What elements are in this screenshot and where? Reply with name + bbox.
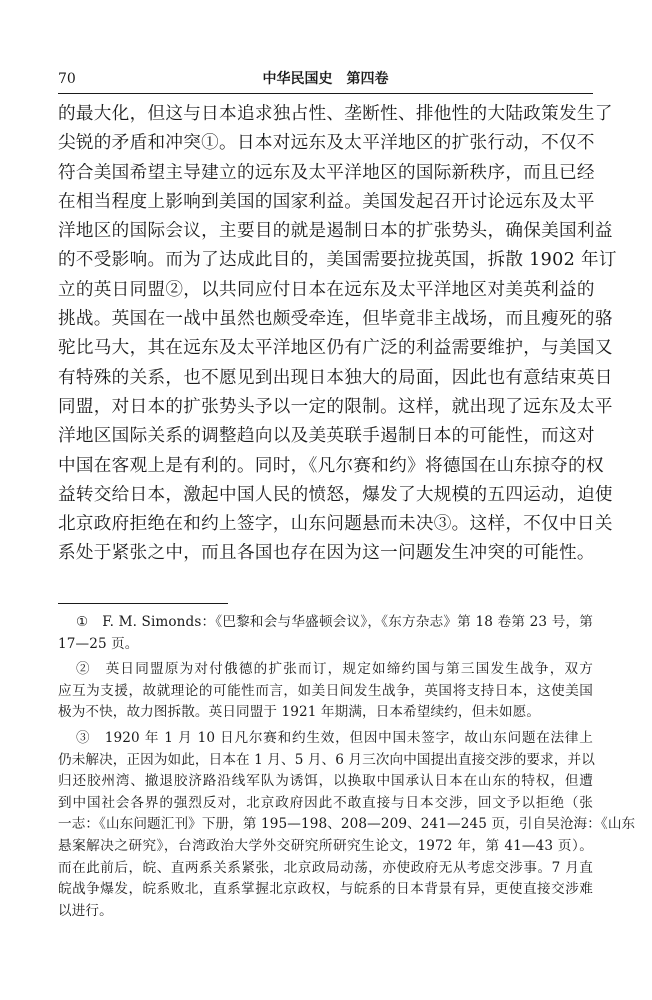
footnotes	[58, 612, 636, 926]
body-line: 驼比马大，其在远东及太平洋地区仍有广泛的利益需要维护，与美国又	[58, 338, 613, 359]
body-line: 在相当程度上影响到美国的国家利益。美国发起召开讨论远东及太平	[58, 191, 595, 212]
body-line: 北京政府拒绝在和约上签字，山东问题悬而未决③。这样，不仅中日关	[58, 514, 613, 535]
footnote	[58, 659, 593, 724]
body-text	[58, 100, 617, 569]
body-line: 益转交给日本，激起中国人民的愤怒，爆发了大规模的五四运动，迫使	[58, 484, 613, 505]
body-line: 同盟，对日本的扩张势头予以一定的限制。这样，就出现了远东及太平	[58, 396, 613, 417]
footnote	[58, 612, 593, 655]
footnote-line: 皖战争爆发，皖系败北，直系掌握北京政权，与皖系的日本背景有异，更使直接交涉难	[58, 881, 593, 898]
footnote-line: ② 英日同盟原为对付俄德的扩张而订，规定如缔约国与第三国发生战争，双方	[76, 661, 593, 678]
body-line: 尖锐的矛盾和冲突①。日本对远东及太平洋地区的扩张行动，不仅不	[58, 133, 595, 154]
body-line: 挑战。英国在一战中虽然也颇受牵连，但毕竟非主战场，而且瘦死的骆	[58, 309, 613, 330]
body-line: 的不受影响。而为了达成此目的，美国需要拉拢英国，拆散 1902 年订	[58, 250, 617, 271]
body-line: 系处于紧张之中，而且各国也存在因为这一问题发生冲突的可能性。	[58, 543, 595, 564]
page-number: 70	[58, 71, 76, 87]
body-line: 洋地区的国际会议，主要目的就是遏制日本的扩张势头，确保美国利益	[58, 221, 613, 242]
footnote-line: ① F. M. Simonds：《巴黎和会与华盛顿会议》，《东方杂志》第 18 卷第 23 号，第	[76, 614, 593, 630]
body-line: 立的英日同盟②，以共同应付日本在远东及太平洋地区对美英利益的	[58, 279, 595, 300]
footnote-line: 到中国社会各界的强烈反对，北京政府因此不敢直接与日本交涉，回文予以拒绝（张	[58, 794, 593, 811]
footnote-line: 一志：《山东问题汇刊》下册，第 195—198、208—209、241—245 页，引自吴沧海：《山东	[58, 816, 636, 833]
footnote-separator	[58, 603, 228, 604]
running-head: 中华民国史 第四卷	[262, 71, 389, 87]
footnote-line: ③ 1920 年 1 月 10 日凡尔赛和约生效，但因中国未签字，故山东问题在法律上	[76, 729, 593, 746]
footnote-line: 而在此前后，皖、直两系关系紧张，北京政局动荡，亦使政府无从考虑交涉事。7 月直	[58, 859, 593, 876]
body-line: 符合美国希望主导建立的远东及太平洋地区的国际新秩序，而且已经	[58, 162, 595, 183]
body-line: 的最大化，但这与日本追求独占性、垄断性、排他性的大陆政策发生了	[58, 104, 613, 124]
body-line: 有特殊的关系，也不愿见到出现日本独大的局面，因此也有意结束英日	[58, 367, 613, 388]
footnote-line: 归还胶州湾、撤退胶济路沿线军队为诱饵，以换取中国承认日本在山东的特权，但遭	[58, 773, 593, 790]
footnote-line: 极为不快，故力图拆散。英日同盟于 1921 年期满，日本希望续约，但未如愿。	[58, 704, 541, 721]
footnote	[58, 728, 636, 922]
footnote-line: 悬案解决之研究》，台湾政治大学外交研究所研究生论文，1972 年，第 41—43 页）。	[58, 837, 593, 854]
footnote-line: 应互为支援，故就理论的可能性而言，如美日间发生战争，英国将支持日本，这使美国	[58, 682, 593, 699]
footnote-line: 仍未解决，正因为如此，日本在 1 月、5 月、6 月三次向中国提出直接交涉的要求，并以	[58, 751, 595, 768]
footnote-line: 17—25 页。	[58, 635, 139, 652]
footnote-line: 以进行。	[58, 902, 113, 919]
body-line: 洋地区国际关系的调整趋向以及美英联手遏制日本的可能性，而这对	[58, 426, 595, 447]
body-line: 中国在客观上是有利的。同时，《凡尔赛和约》将德国在山东掠夺的权	[58, 455, 604, 476]
header-rule	[58, 93, 593, 94]
page-header	[58, 68, 593, 90]
